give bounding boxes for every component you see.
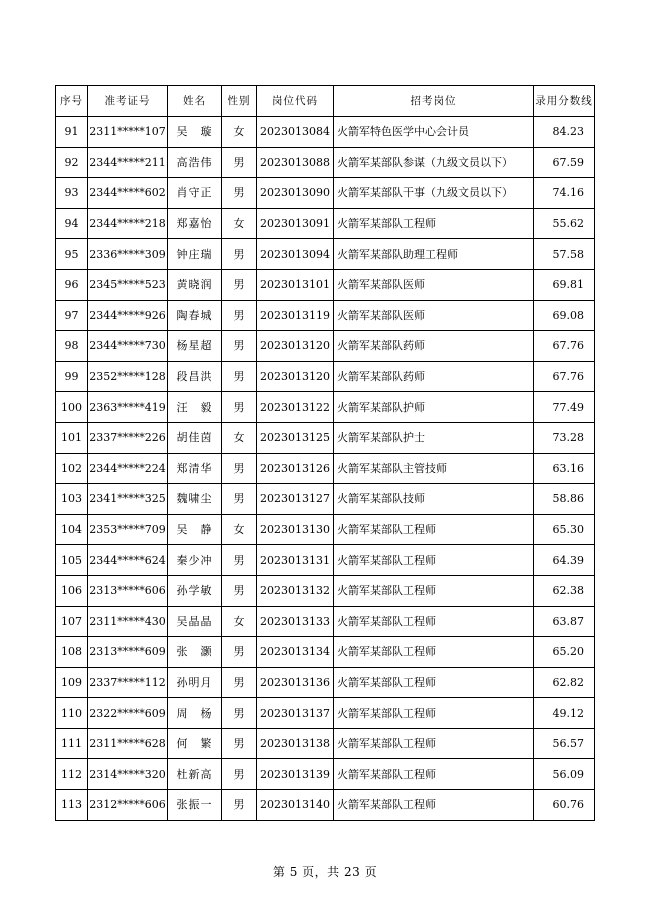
cell-cutoff-score: 65.30 (534, 514, 595, 545)
cell-cutoff-score: 84.23 (534, 117, 595, 148)
cell-position: 火箭军某部队助理工程师 (334, 239, 534, 270)
cell-gender: 男 (222, 361, 257, 392)
table-row (56, 300, 595, 331)
cell-exam-id: 2344*****730 (88, 331, 168, 362)
cell-cutoff-score: 77.49 (534, 392, 595, 423)
cell-index: 97 (56, 300, 88, 331)
header-position: 招考岗位 (334, 86, 534, 117)
cell-gender: 男 (222, 575, 257, 606)
cell-cutoff-score: 63.87 (534, 606, 595, 637)
cell-index: 91 (56, 117, 88, 148)
cell-index: 95 (56, 239, 88, 270)
cell-gender: 男 (222, 637, 257, 668)
cell-gender: 男 (222, 698, 257, 729)
cell-position: 火箭军某部队工程师 (334, 514, 534, 545)
table-row (56, 728, 595, 759)
cell-index: 93 (56, 178, 88, 209)
cell-index: 108 (56, 637, 88, 668)
table-row (56, 514, 595, 545)
cell-gender: 男 (222, 759, 257, 790)
cell-position-code: 2023013130 (257, 514, 334, 545)
cell-exam-id: 2337*****112 (88, 667, 168, 698)
cell-gender: 女 (222, 422, 257, 453)
cell-name: 胡佳茵 (168, 422, 222, 453)
cell-exam-id: 2344*****624 (88, 545, 168, 576)
cell-position-code: 2023013131 (257, 545, 334, 576)
cell-gender: 男 (222, 790, 257, 821)
cell-name: 秦少冲 (168, 545, 222, 576)
cell-gender: 男 (222, 178, 257, 209)
cell-gender: 女 (222, 208, 257, 239)
cell-name: 陶春城 (168, 300, 222, 331)
cell-cutoff-score: 60.76 (534, 790, 595, 821)
cell-name: 钟庄瑞 (168, 239, 222, 270)
cell-name: 汪 毅 (168, 392, 222, 423)
cell-position: 火箭军某部队护士 (334, 422, 534, 453)
header-row (56, 86, 595, 117)
cell-exam-id: 2341*****325 (88, 484, 168, 515)
table-row (56, 545, 595, 576)
cell-name: 周 杨 (168, 698, 222, 729)
page-number: 第 5 页，共 23 页 (272, 865, 378, 879)
cell-position: 火箭军某部队工程师 (334, 790, 534, 821)
cell-gender: 男 (222, 392, 257, 423)
cell-index: 100 (56, 392, 88, 423)
cell-cutoff-score: 73.28 (534, 422, 595, 453)
cell-gender: 男 (222, 239, 257, 270)
cell-position-code: 2023013119 (257, 300, 334, 331)
cell-exam-id: 2344*****211 (88, 147, 168, 178)
cell-index: 99 (56, 361, 88, 392)
table-row (56, 667, 595, 698)
cell-name: 魏啸尘 (168, 484, 222, 515)
cell-index: 102 (56, 453, 88, 484)
cell-cutoff-score: 55.62 (534, 208, 595, 239)
cell-position: 火箭军某部队技师 (334, 484, 534, 515)
cell-name: 段昌洪 (168, 361, 222, 392)
cell-cutoff-score: 57.58 (534, 239, 595, 270)
cell-position: 火箭军某部队护师 (334, 392, 534, 423)
cell-gender: 女 (222, 117, 257, 148)
table-body (56, 117, 595, 821)
cell-exam-id: 2353*****709 (88, 514, 168, 545)
cell-position-code: 2023013120 (257, 361, 334, 392)
cell-gender: 男 (222, 484, 257, 515)
cell-position-code: 2023013094 (257, 239, 334, 270)
cell-position: 火箭军某部队工程师 (334, 606, 534, 637)
cell-position-code: 2023013139 (257, 759, 334, 790)
cell-exam-id: 2344*****218 (88, 208, 168, 239)
cell-cutoff-score: 58.86 (534, 484, 595, 515)
cell-exam-id: 2322*****609 (88, 698, 168, 729)
cell-index: 98 (56, 331, 88, 362)
cell-name: 吴晶晶 (168, 606, 222, 637)
cell-position-code: 2023013091 (257, 208, 334, 239)
header-name: 姓名 (168, 86, 222, 117)
cell-exam-id: 2312*****606 (88, 790, 168, 821)
cell-exam-id: 2311*****107 (88, 117, 168, 148)
cell-position-code: 2023013084 (257, 117, 334, 148)
cell-exam-id: 2314*****320 (88, 759, 168, 790)
cell-name: 肖守正 (168, 178, 222, 209)
cell-position: 火箭军某部队医师 (334, 269, 534, 300)
cell-position-code: 2023013137 (257, 698, 334, 729)
cell-exam-id: 2352*****128 (88, 361, 168, 392)
table-row (56, 331, 595, 362)
cell-position: 火箭军某部队干事（九级文员以下） (334, 178, 534, 209)
table-row (56, 484, 595, 515)
cell-exam-id: 2344*****602 (88, 178, 168, 209)
cell-exam-id: 2337*****226 (88, 422, 168, 453)
cell-position-code: 2023013126 (257, 453, 334, 484)
cell-cutoff-score: 63.16 (534, 453, 595, 484)
table-row (56, 790, 595, 821)
cell-position: 火箭军某部队工程师 (334, 728, 534, 759)
cell-position: 火箭军特色医学中心会计员 (334, 117, 534, 148)
cell-index: 104 (56, 514, 88, 545)
cell-name: 杨星超 (168, 331, 222, 362)
cell-exam-id: 2345*****523 (88, 269, 168, 300)
cell-position-code: 2023013101 (257, 269, 334, 300)
cell-gender: 男 (222, 667, 257, 698)
cell-position-code: 2023013133 (257, 606, 334, 637)
table-row (56, 637, 595, 668)
cell-position: 火箭军某部队工程师 (334, 667, 534, 698)
table-row (56, 698, 595, 729)
cell-position-code: 2023013134 (257, 637, 334, 668)
cell-index: 94 (56, 208, 88, 239)
cell-index: 111 (56, 728, 88, 759)
header-cutoff-score: 录用分数线 (534, 86, 595, 117)
cell-name: 郑清华 (168, 453, 222, 484)
cell-exam-id: 2311*****628 (88, 728, 168, 759)
cell-name: 孙明月 (168, 667, 222, 698)
cell-gender: 男 (222, 147, 257, 178)
table-row (56, 606, 595, 637)
cell-name: 孙学敏 (168, 575, 222, 606)
cell-gender: 女 (222, 606, 257, 637)
cell-name: 黄晓润 (168, 269, 222, 300)
cell-cutoff-score: 67.76 (534, 331, 595, 362)
cell-position: 火箭军某部队药师 (334, 361, 534, 392)
cell-position-code: 2023013132 (257, 575, 334, 606)
cell-index: 105 (56, 545, 88, 576)
cell-cutoff-score: 67.76 (534, 361, 595, 392)
cell-index: 110 (56, 698, 88, 729)
cell-gender: 男 (222, 331, 257, 362)
cell-cutoff-score: 74.16 (534, 178, 595, 209)
cell-position: 火箭军某部队工程师 (334, 698, 534, 729)
cell-position-code: 2023013088 (257, 147, 334, 178)
cell-name: 张振一 (168, 790, 222, 821)
cell-position: 火箭军某部队工程师 (334, 575, 534, 606)
cell-name: 张 灏 (168, 637, 222, 668)
cell-gender: 男 (222, 728, 257, 759)
cell-position-code: 2023013125 (257, 422, 334, 453)
cell-position: 火箭军某部队工程师 (334, 208, 534, 239)
cell-name: 杜新高 (168, 759, 222, 790)
cell-position: 火箭军某部队工程师 (334, 759, 534, 790)
cell-exam-id: 2313*****606 (88, 575, 168, 606)
cell-position: 火箭军某部队工程师 (334, 637, 534, 668)
cell-cutoff-score: 65.20 (534, 637, 595, 668)
cell-index: 92 (56, 147, 88, 178)
cell-position-code: 2023013122 (257, 392, 334, 423)
cell-cutoff-score: 62.38 (534, 575, 595, 606)
cell-name: 郑嘉怡 (168, 208, 222, 239)
table-row (56, 575, 595, 606)
cell-cutoff-score: 69.81 (534, 269, 595, 300)
cell-name: 吴 静 (168, 514, 222, 545)
cell-cutoff-score: 56.09 (534, 759, 595, 790)
cell-cutoff-score: 49.12 (534, 698, 595, 729)
cell-gender: 女 (222, 514, 257, 545)
cell-cutoff-score: 67.59 (534, 147, 595, 178)
cell-index: 106 (56, 575, 88, 606)
table-row (56, 759, 595, 790)
cell-gender: 男 (222, 453, 257, 484)
table-row (56, 361, 595, 392)
admission-table (55, 85, 595, 821)
cell-name: 高浩伟 (168, 147, 222, 178)
cell-position: 火箭军某部队工程师 (334, 545, 534, 576)
cell-cutoff-score: 64.39 (534, 545, 595, 576)
table-row (56, 422, 595, 453)
table-row (56, 392, 595, 423)
cell-index: 107 (56, 606, 88, 637)
cell-exam-id: 2344*****926 (88, 300, 168, 331)
cell-position-code: 2023013127 (257, 484, 334, 515)
cell-position-code: 2023013136 (257, 667, 334, 698)
table-row (56, 453, 595, 484)
cell-exam-id: 2363*****419 (88, 392, 168, 423)
header-gender: 性别 (222, 86, 257, 117)
cell-position-code: 2023013138 (257, 728, 334, 759)
cell-exam-id: 2313*****609 (88, 637, 168, 668)
cell-position: 火箭军某部队药师 (334, 331, 534, 362)
cell-position-code: 2023013140 (257, 790, 334, 821)
cell-cutoff-score: 69.08 (534, 300, 595, 331)
header-index: 序号 (56, 86, 88, 117)
cell-position-code: 2023013120 (257, 331, 334, 362)
cell-gender: 男 (222, 300, 257, 331)
table-row (56, 208, 595, 239)
table-row (56, 239, 595, 270)
header-exam-id: 准考证号 (88, 86, 168, 117)
cell-name: 何 繁 (168, 728, 222, 759)
cell-name: 吴 璇 (168, 117, 222, 148)
cell-index: 101 (56, 422, 88, 453)
cell-index: 113 (56, 790, 88, 821)
table-row (56, 147, 595, 178)
cell-index: 112 (56, 759, 88, 790)
cell-gender: 男 (222, 545, 257, 576)
cell-index: 103 (56, 484, 88, 515)
cell-exam-id: 2336*****309 (88, 239, 168, 270)
table-row (56, 117, 595, 148)
header-position-code: 岗位代码 (257, 86, 334, 117)
cell-gender: 男 (222, 269, 257, 300)
table-row (56, 269, 595, 300)
cell-index: 96 (56, 269, 88, 300)
results-sheet (55, 85, 594, 821)
cell-position: 火箭军某部队医师 (334, 300, 534, 331)
cell-index: 109 (56, 667, 88, 698)
cell-exam-id: 2311*****430 (88, 606, 168, 637)
cell-cutoff-score: 62.82 (534, 667, 595, 698)
table-row (56, 178, 595, 209)
cell-cutoff-score: 56.57 (534, 728, 595, 759)
cell-position-code: 2023013090 (257, 178, 334, 209)
cell-position: 火箭军某部队主管技师 (334, 453, 534, 484)
cell-exam-id: 2344*****224 (88, 453, 168, 484)
cell-position: 火箭军某部队参谋（九级文员以下） (334, 147, 534, 178)
